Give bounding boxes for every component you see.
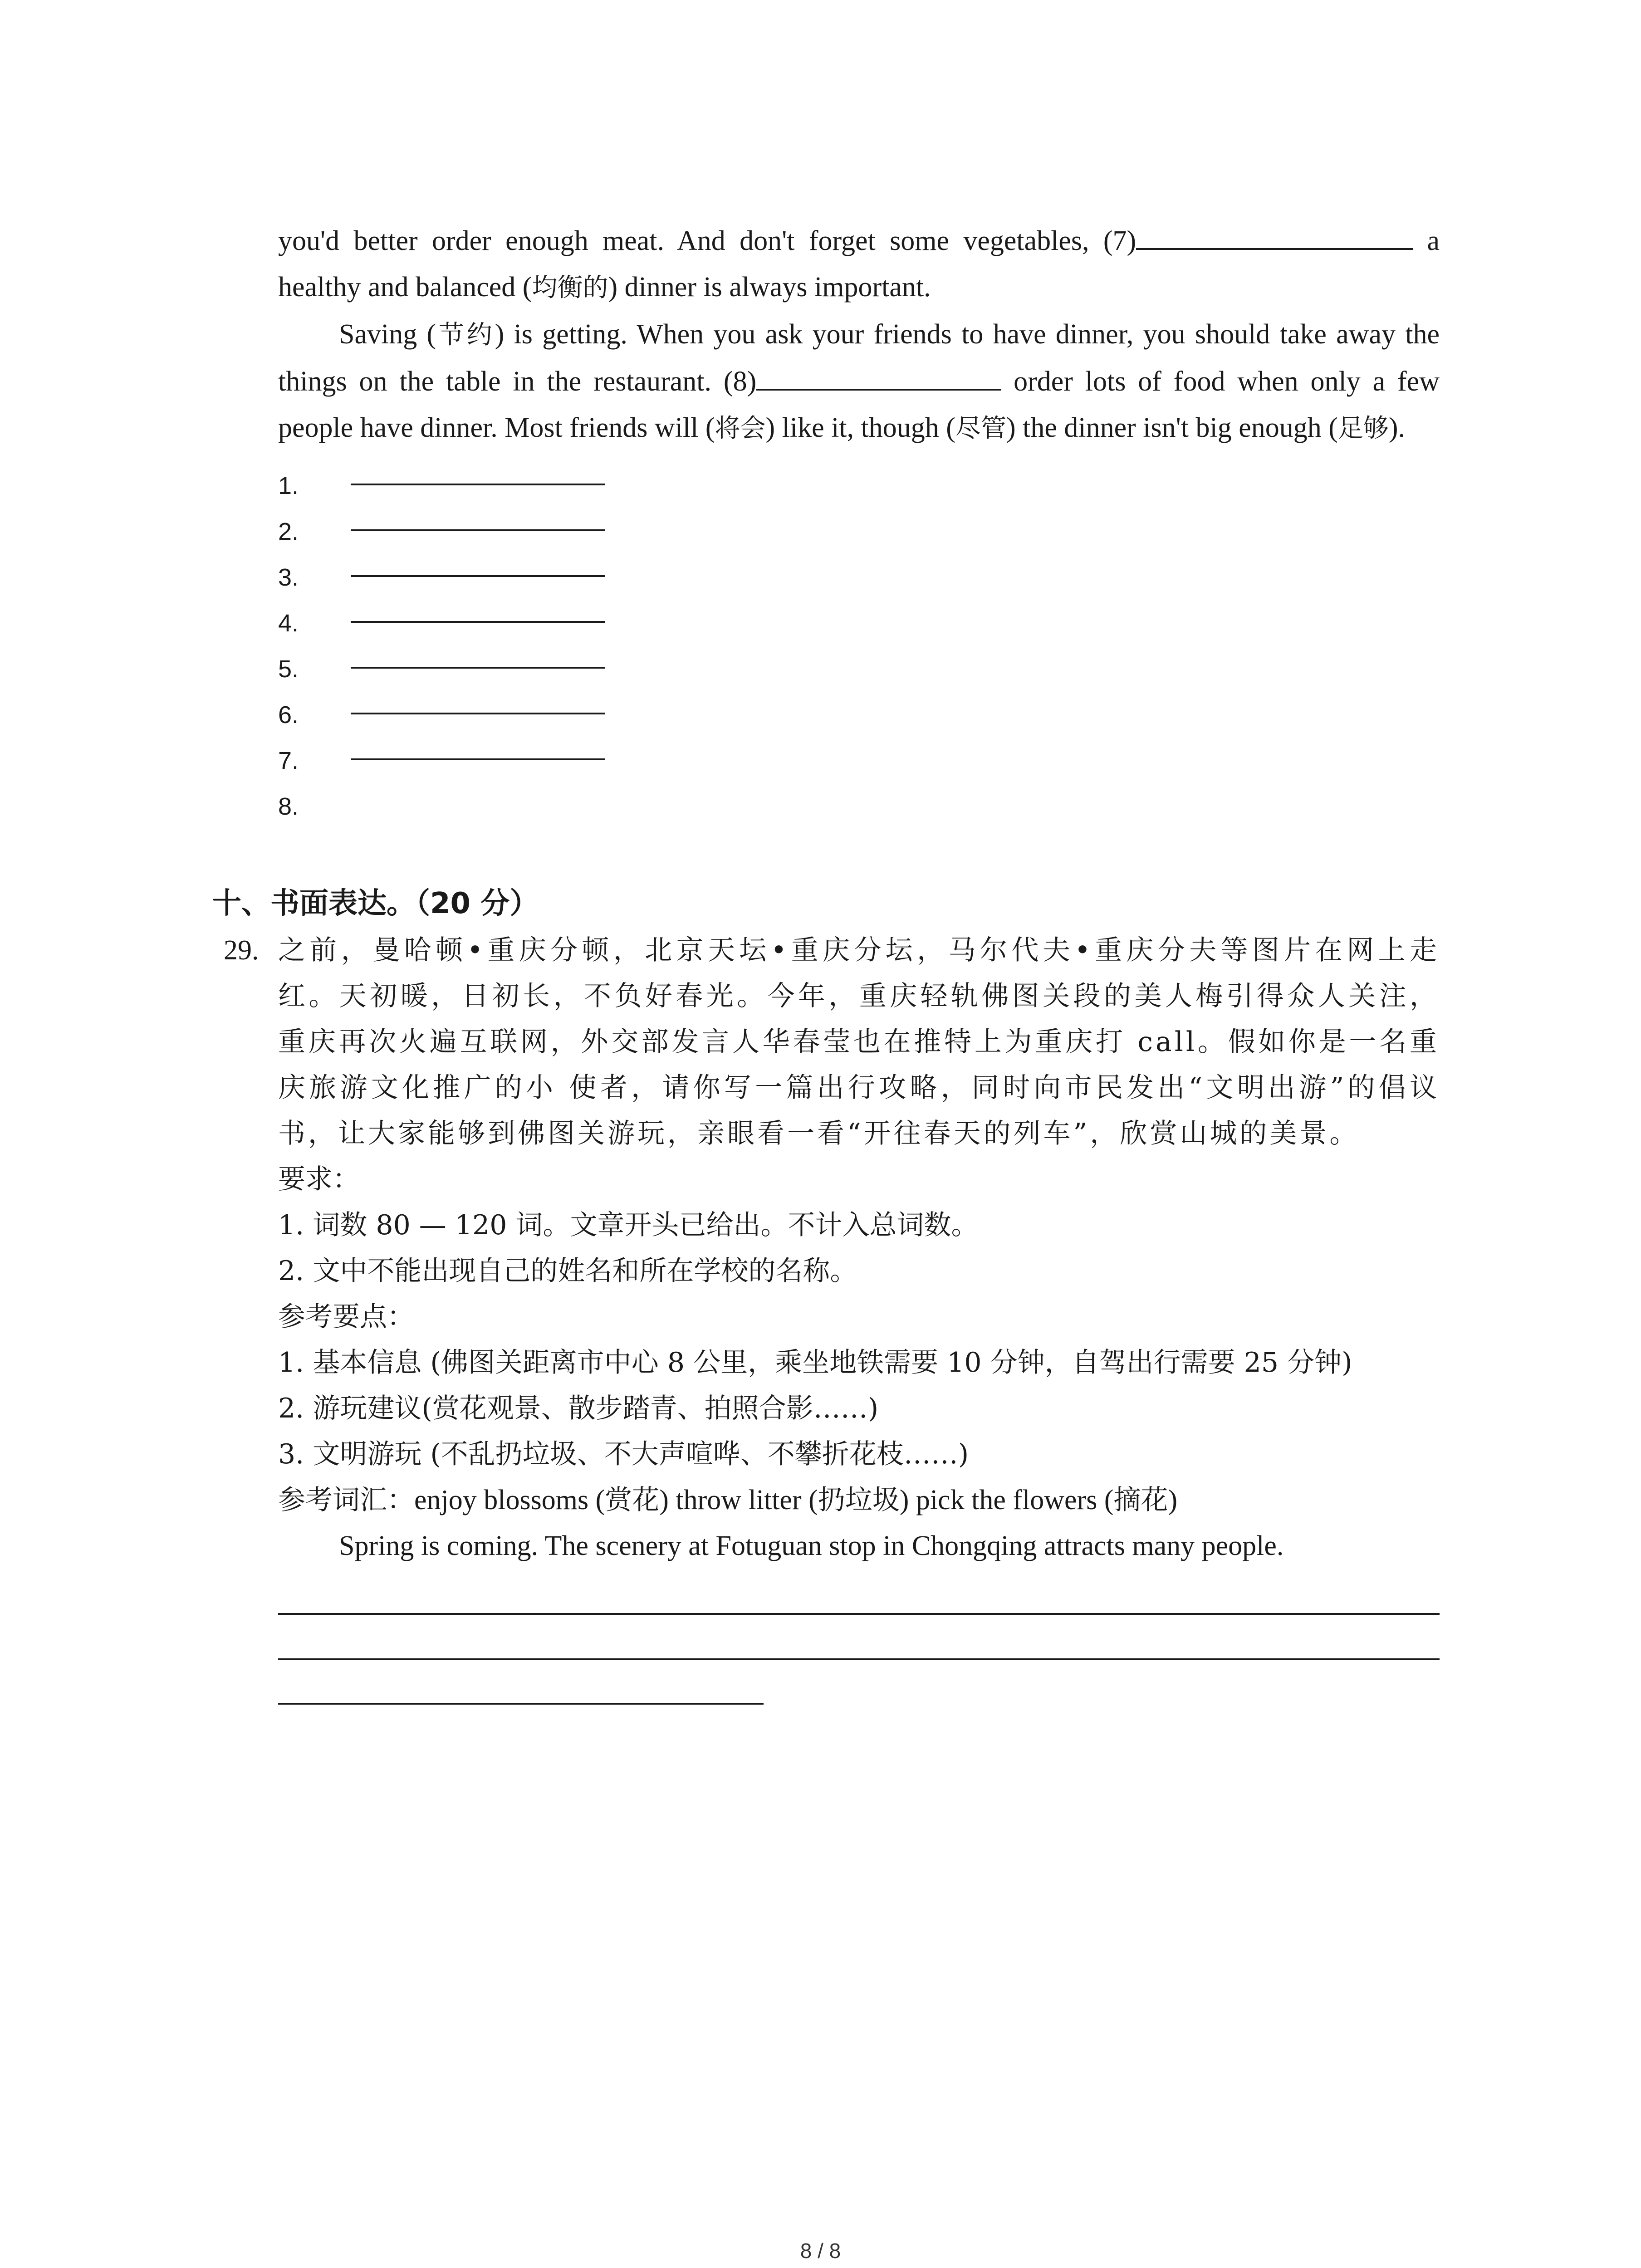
answer-line[interactable] <box>351 667 605 669</box>
passage-text: ). <box>1388 412 1406 443</box>
writing-line[interactable] <box>278 1703 764 1705</box>
answer-number: 5. <box>278 655 299 683</box>
vocab-gloss: 扔垃圾 <box>818 1484 900 1516</box>
answer-number: 6. <box>278 701 299 728</box>
requirement-1: 1. 词数 80 — 120 词。文章开头已给出。不计入总词数。 <box>278 1209 979 1241</box>
passage-text: ) the dinner isn't big enough ( <box>1006 412 1338 443</box>
gloss-text: 足够 <box>1337 414 1389 443</box>
question-body <box>278 928 1440 1569</box>
gloss-text: 节约 <box>436 320 495 350</box>
answer-number: 7. <box>278 747 299 774</box>
question-number: 29. <box>224 935 259 966</box>
passage-text: you'd better order enough meat. And don't forget some vegetables, (7) <box>278 225 1136 256</box>
answer-row <box>278 546 1440 592</box>
answer-row <box>278 684 1440 729</box>
passage-text: a healthy and balanced ( <box>278 225 1440 303</box>
passage-text: Saving ( <box>339 319 436 350</box>
passage-paragraph-2 <box>278 311 1440 452</box>
passage-text: ) is getting. When you ask your friends to have dinner, you should take away the things on the table in the restaurant. (8) <box>278 319 1440 397</box>
point-3: 3. 文明游玩 (不乱扔垃圾、不大声喧哗、不攀折花枝……) <box>278 1438 969 1470</box>
requirement-2: 2. 文中不能出现自己的姓名和所在学校的名称。 <box>278 1255 857 1287</box>
points-label: 参考要点： <box>278 1301 414 1333</box>
answer-number: 4. <box>278 610 299 637</box>
answer-row <box>278 592 1440 638</box>
answer-line[interactable] <box>351 621 605 623</box>
answer-line[interactable] <box>351 713 605 714</box>
gloss-text: 尽管 <box>955 414 1006 443</box>
answer-number: 1. <box>278 472 299 499</box>
answer-row <box>278 775 1440 821</box>
passage-text: order lots of food when only a few people have dinner. Most friends will ( <box>278 366 1440 443</box>
cloze-passage <box>278 218 1440 821</box>
vocab-word: ) <box>1168 1485 1178 1515</box>
question-prompt: 之前，曼哈顿•重庆分顿，北京天坛•重庆分坛，马尔代夫•重庆分夫等图片在网上走红。天初暖，日初长，不负好春光。今年，重庆轻轨佛图关段的美人梅引得众人关注，重庆再次火遍互联网，外交部发言人华春莹也在推特上为重庆打 call。假如你是一名重庆旅游文化推广的小 使者，请你写一篇出行攻略，同时向市民发出“文明出游”的倡议书，让大家能够到佛图关游玩，亲眼看一看“开往春天的列车”，欣赏山城的美景。 <box>278 934 1440 1149</box>
vocab-word: enjoy blossoms ( <box>414 1485 605 1515</box>
vocab-gloss: 摘花 <box>1113 1484 1168 1516</box>
gloss-text: 均衡的 <box>532 273 608 303</box>
answer-number: 2. <box>278 518 299 545</box>
answer-line[interactable] <box>351 758 605 760</box>
vocab-word: ) pick the flowers ( <box>899 1485 1114 1515</box>
vocabulary-label: 参考词汇： <box>278 1484 414 1516</box>
blank-7[interactable] <box>1136 223 1413 250</box>
answer-number: 3. <box>278 564 299 591</box>
passage-paragraph-1 <box>278 218 1440 311</box>
question-29 <box>224 928 1440 1569</box>
answer-number: 8. <box>278 793 299 820</box>
blank-8[interactable] <box>756 363 1001 391</box>
point-2: 2. 游玩建议(赏花观景、散步踏青、拍照合影……) <box>278 1393 879 1424</box>
answer-row <box>278 638 1440 684</box>
point-1: 1. 基本信息 (佛图关距离市中心 8 公里，乘坐地铁需要 10 分钟，自驾出行需要 25 分钟) <box>278 1347 1352 1378</box>
vocab-word: ) throw litter ( <box>659 1485 818 1515</box>
answer-row <box>278 500 1440 546</box>
answer-row <box>278 729 1440 775</box>
writing-line[interactable] <box>278 1658 1440 1660</box>
answer-line[interactable] <box>351 575 605 577</box>
answer-line[interactable] <box>351 484 605 485</box>
vocabulary-line <box>278 1477 1440 1523</box>
answer-list <box>278 455 1440 821</box>
answer-line[interactable] <box>351 529 605 531</box>
requirements-label: 要求： <box>278 1163 360 1195</box>
passage-text: ) dinner is always important. <box>608 272 931 303</box>
section-heading: 十、书面表达。（20 分） <box>212 887 539 920</box>
page-number: 8 / 8 <box>800 2239 841 2263</box>
writing-line[interactable] <box>278 1613 1440 1615</box>
gloss-text: 将会 <box>715 414 766 443</box>
answer-row <box>278 455 1440 500</box>
vocab-gloss: 赏花 <box>605 1484 660 1516</box>
starter-sentence: Spring is coming. The scenery at Fotuguan stop in Chongqing attracts many people. <box>339 1530 1284 1561</box>
passage-text: ) like it, though ( <box>765 412 955 443</box>
